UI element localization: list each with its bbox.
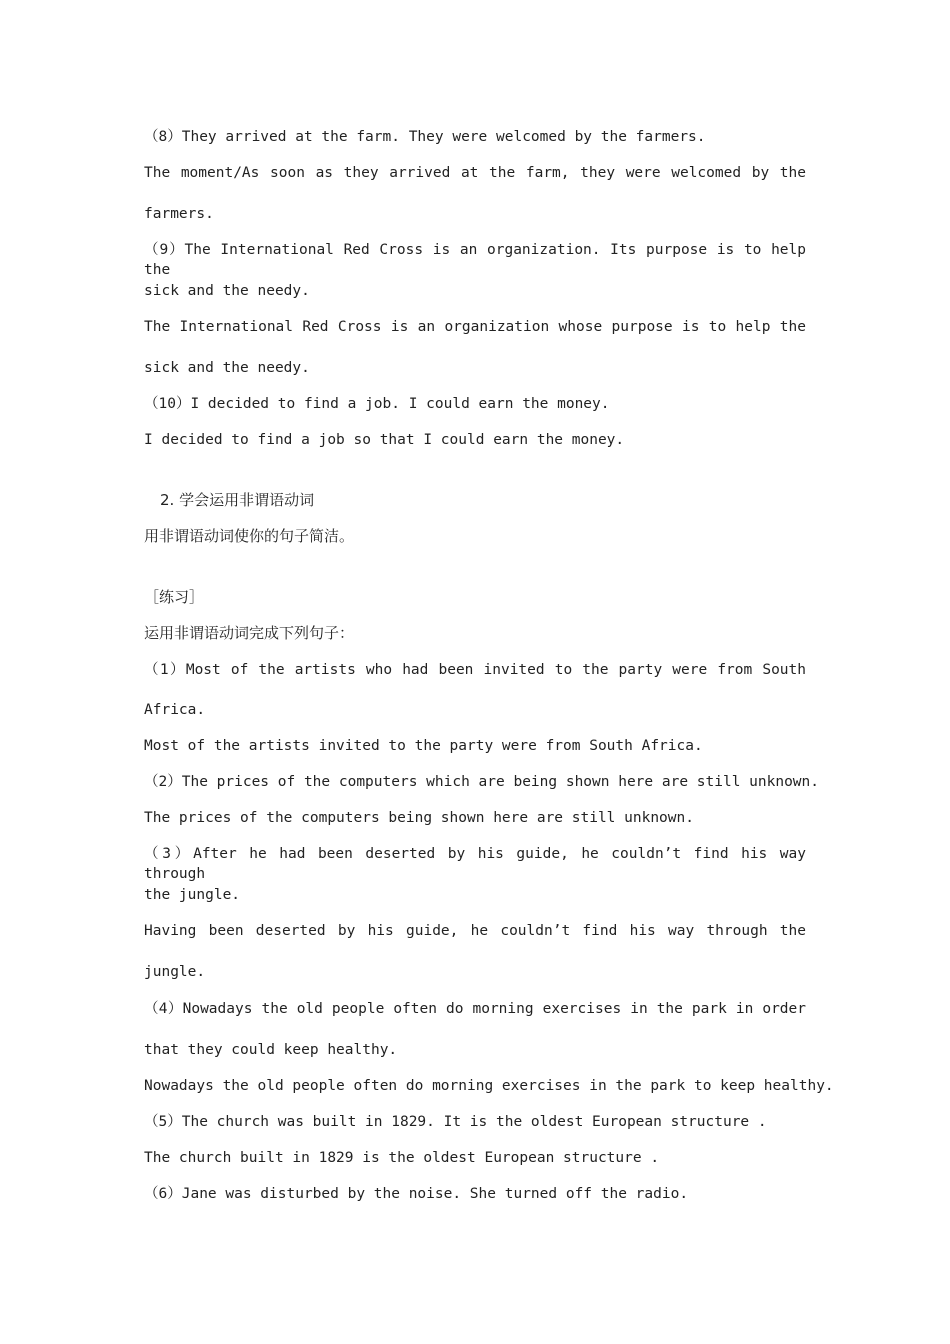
text-line: 用非谓语动词使你的句子简洁。 (144, 527, 355, 545)
text-line: （9）The International Red Cross is an organization. Its purpose is to help the (144, 242, 806, 278)
text-line: farmers. (144, 206, 214, 222)
text-line: 运用非谓语动词完成下列句子： (144, 624, 355, 642)
text-line: sick and the needy. (144, 283, 310, 299)
text-line: （1）Most of the artists who had been invited to the party were from South (144, 662, 806, 678)
text-line: Most of the artists invited to the party were from South Africa. (144, 738, 703, 754)
text-line: （3）After he had been deserted by his guide, he couldn’t find his way through (144, 846, 806, 882)
text-line: The moment/As soon as they arrived at the farm, they were welcomed by the (144, 165, 806, 181)
text-line: Having been deserted by his guide, he couldn’t find his way through the (144, 923, 806, 939)
text-line: The church built in 1829 is the oldest European structure . (144, 1150, 660, 1166)
text-line: I decided to find a job so that I could earn the money. (144, 432, 625, 448)
text-line: sick and the needy. (144, 360, 310, 376)
text-line: that they could keep healthy. (144, 1042, 398, 1058)
exercise-heading: ［练习］ (144, 588, 205, 606)
text-line: （8）They arrived at the farm. They were welcomed by the farmers. (144, 129, 706, 145)
text-line: （2）The prices of the computers which are being shown here are still unknown. (144, 774, 820, 790)
text-line: The International Red Cross is an organization whose purpose is to help the (144, 319, 806, 335)
text-line: （6）Jane was disturbed by the noise. She turned off the radio. (144, 1186, 689, 1202)
text-line: （4）Nowadays the old people often do morning exercises in the park in order (144, 1001, 806, 1017)
section-heading: 2. 学会运用非谓语动词 (160, 491, 315, 509)
text-line: （10）I decided to find a job. I could earn the money. (144, 396, 610, 412)
text-line: （5）The church was built in 1829. It is the oldest European structure . (144, 1114, 767, 1130)
text-line: Africa. (144, 702, 206, 718)
text-line: The prices of the computers being shown here are still unknown. (144, 810, 694, 826)
text-line: jungle. (144, 964, 206, 980)
text-line: the jungle. (144, 887, 241, 903)
text-line: Nowadays the old people often do morning exercises in the park to keep healthy. (144, 1078, 834, 1094)
